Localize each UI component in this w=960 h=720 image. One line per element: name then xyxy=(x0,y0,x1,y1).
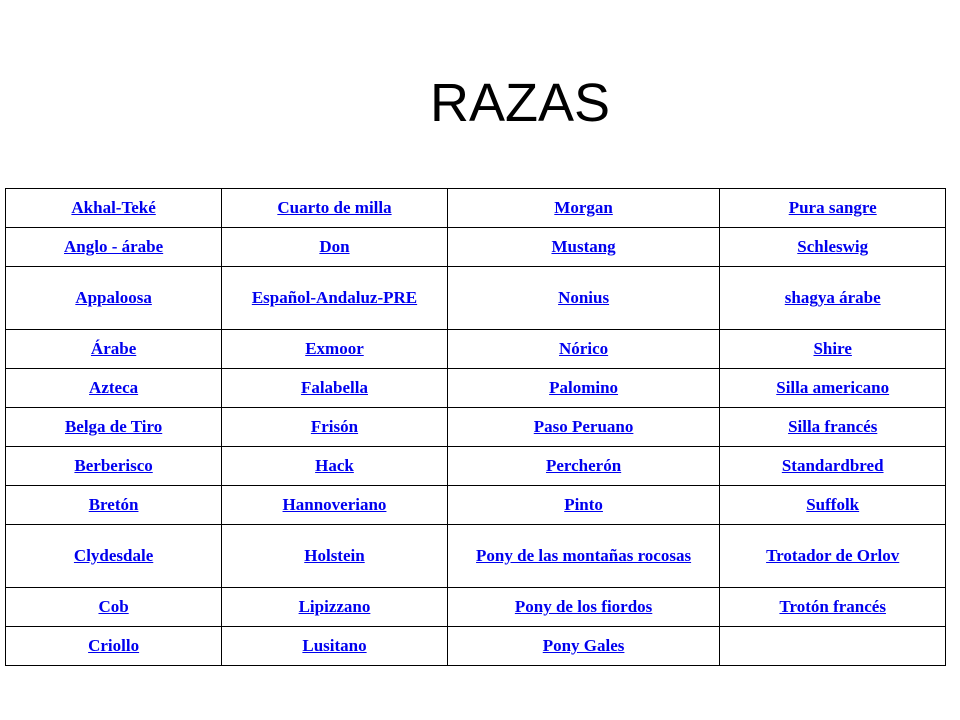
table-cell xyxy=(222,588,448,627)
breed-link[interactable]: Nonius xyxy=(558,288,610,307)
table-row xyxy=(6,588,946,627)
table-cell xyxy=(447,627,720,666)
breed-link[interactable]: Lipizzano xyxy=(298,597,371,616)
table-cell xyxy=(222,189,448,228)
breed-link[interactable]: Nórico xyxy=(559,339,609,358)
table-cell xyxy=(222,408,448,447)
breed-link[interactable]: Palomino xyxy=(549,378,619,397)
table-row xyxy=(6,447,946,486)
breed-link[interactable]: Akhal-Teké xyxy=(71,198,156,217)
table-cell xyxy=(720,228,946,267)
breed-link[interactable]: Belga de Tiro xyxy=(64,417,163,436)
breed-link[interactable]: Anglo - árabe xyxy=(64,237,164,256)
breed-link[interactable]: Lusitano xyxy=(302,636,367,655)
breed-link[interactable]: Berberisco xyxy=(74,456,153,475)
breed-link[interactable]: Árabe xyxy=(90,339,137,358)
breed-link[interactable]: Azteca xyxy=(89,378,139,397)
breed-link[interactable]: Paso Peruano xyxy=(533,417,634,436)
breed-link[interactable]: Percherón xyxy=(545,456,622,475)
table-cell xyxy=(222,228,448,267)
table-cell xyxy=(6,369,222,408)
table-row xyxy=(6,228,946,267)
table-cell xyxy=(222,525,448,588)
table-row xyxy=(6,408,946,447)
table-cell xyxy=(447,228,720,267)
table-cell xyxy=(222,330,448,369)
breed-link[interactable]: shagya árabe xyxy=(784,288,881,307)
breed-link[interactable]: Don xyxy=(319,237,350,256)
breed-link[interactable]: Holstein xyxy=(304,546,365,565)
table-cell xyxy=(6,189,222,228)
table-cell xyxy=(6,330,222,369)
breed-link[interactable]: Cuarto de milla xyxy=(277,198,392,217)
table-cell xyxy=(6,588,222,627)
breed-link[interactable]: Mustang xyxy=(551,237,616,256)
table-cell xyxy=(222,447,448,486)
breed-link[interactable]: Frisón xyxy=(310,417,359,436)
breed-link[interactable]: Shire xyxy=(813,339,852,358)
breed-link[interactable]: Schleswig xyxy=(797,237,869,256)
table-cell xyxy=(447,525,720,588)
table-cell xyxy=(720,267,946,330)
breed-link[interactable]: Morgan xyxy=(554,198,613,217)
table-cell xyxy=(447,588,720,627)
breed-link[interactable]: Criollo xyxy=(88,636,140,655)
breed-link[interactable]: Hack xyxy=(315,456,354,475)
breed-link[interactable]: Hannoveriano xyxy=(282,495,387,514)
table-cell xyxy=(222,627,448,666)
table-cell xyxy=(6,267,222,330)
breed-link[interactable]: Pony Gales xyxy=(542,636,625,655)
table-cell xyxy=(6,525,222,588)
table-cell xyxy=(447,447,720,486)
table-cell xyxy=(222,369,448,408)
table-row xyxy=(6,267,946,330)
table-cell xyxy=(720,588,946,627)
breed-link[interactable]: Trotón francés xyxy=(779,597,886,616)
table-cell xyxy=(720,189,946,228)
table-row xyxy=(6,627,946,666)
breed-link[interactable]: Trotador de Orlov xyxy=(766,546,900,565)
table-cell xyxy=(447,369,720,408)
table-cell xyxy=(447,486,720,525)
table-cell xyxy=(720,369,946,408)
page-title: RAZAS xyxy=(429,73,611,133)
table-cell xyxy=(720,408,946,447)
table-row xyxy=(6,369,946,408)
breed-link[interactable]: Falabella xyxy=(300,378,369,397)
table-cell xyxy=(720,330,946,369)
table-row xyxy=(6,525,946,588)
breed-link[interactable]: Bretón xyxy=(88,495,139,514)
breed-link[interactable]: Español-Andaluz-PRE xyxy=(251,288,418,307)
breed-link[interactable]: Pura sangre xyxy=(788,198,877,217)
table-cell xyxy=(447,189,720,228)
table-cell xyxy=(6,447,222,486)
breed-link[interactable]: Pony de los fiordos xyxy=(514,597,653,616)
breed-link[interactable]: Pinto xyxy=(564,495,603,514)
breed-link[interactable]: Appaloosa xyxy=(75,288,152,307)
table-cell xyxy=(720,486,946,525)
breed-link[interactable]: Silla americano xyxy=(776,378,890,397)
table-cell xyxy=(6,627,222,666)
table-row xyxy=(6,486,946,525)
breed-link[interactable]: Suffolk xyxy=(806,495,860,514)
table-row xyxy=(6,330,946,369)
table-cell xyxy=(447,330,720,369)
table-cell xyxy=(222,486,448,525)
table-cell xyxy=(6,486,222,525)
table-cell xyxy=(6,228,222,267)
breed-link[interactable]: Silla francés xyxy=(788,417,878,436)
breed-link[interactable]: Pony de las montañas rocosas xyxy=(476,546,692,565)
breed-link[interactable]: Clydesdale xyxy=(73,546,154,565)
table-cell xyxy=(6,408,222,447)
table-row xyxy=(6,189,946,228)
table-cell xyxy=(222,267,448,330)
table-cell xyxy=(447,267,720,330)
table-cell xyxy=(720,525,946,588)
table-cell xyxy=(720,447,946,486)
breed-link[interactable]: Exmoor xyxy=(305,339,364,358)
empty-cell xyxy=(720,627,946,666)
breeds-table xyxy=(5,188,946,666)
breed-link[interactable]: Cob xyxy=(98,597,129,616)
table-cell xyxy=(447,408,720,447)
breed-link[interactable]: Standardbred xyxy=(781,456,884,475)
